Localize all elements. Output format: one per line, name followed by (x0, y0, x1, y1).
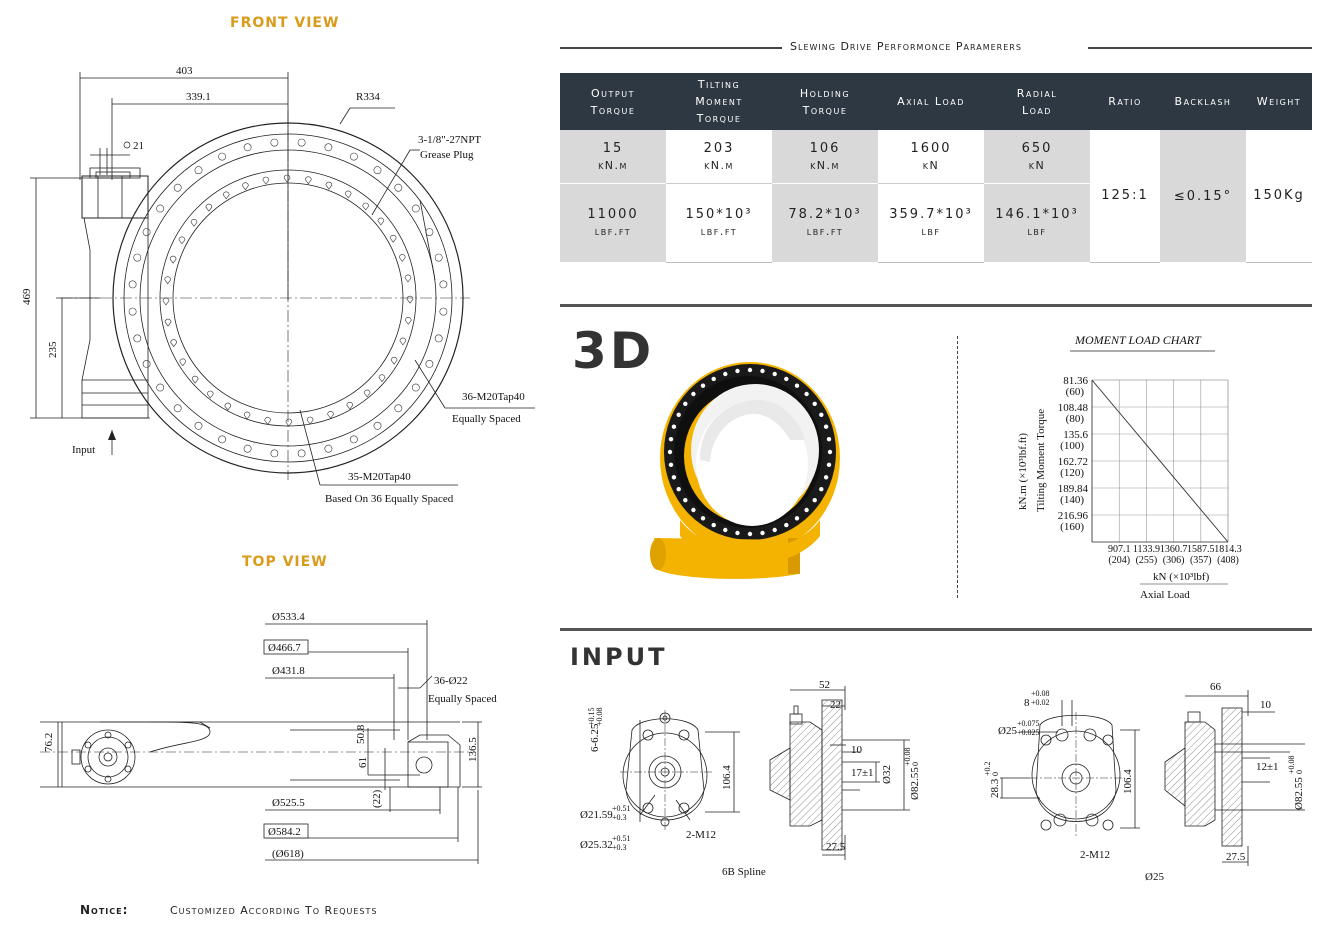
outer-bolt-hole (325, 144, 332, 151)
dim-r334: R334 (356, 91, 380, 103)
input-right-d275: 27.5 (1226, 851, 1246, 863)
input-left-d2532-tol-bottom: +0.3 (612, 843, 627, 852)
outer-bolt-hole (134, 254, 141, 261)
input-left-d17: 17±1 (851, 767, 874, 779)
input-right-d66: 66 (1210, 681, 1221, 693)
dim-762: 76.2 (43, 732, 55, 752)
outer-bolt-hole (298, 450, 305, 457)
input-title: INPUT (570, 643, 668, 671)
outer-bolt-hole (350, 436, 357, 443)
input-left-spline: 6B Spline (722, 866, 766, 878)
outer-bolt-hole (195, 422, 202, 429)
ring-bolt-dot (813, 498, 817, 502)
outer-bolt-hole (395, 184, 402, 191)
cell-output-imperial: 11000 lbf.ft (560, 183, 666, 262)
chart-xlabel-units: kN (×10³lbf) (1153, 571, 1210, 583)
th-weight: Weight (1246, 73, 1312, 130)
inner-bolt-hole (305, 177, 311, 184)
chart-x-tick-label: 1814.3 (1214, 544, 1242, 555)
moment-load-chart (1010, 325, 1250, 605)
ring-bolt-dot (828, 450, 832, 454)
dim-grease: Grease Plug (420, 149, 474, 161)
inner-bolt-hole (347, 402, 353, 409)
input-right-d25-tol-bottom: +0.025 (1017, 728, 1040, 737)
dim-61: 61 (357, 757, 369, 768)
input-right-d10: 10 (1260, 699, 1271, 711)
dim-469: 469 (21, 288, 33, 305)
outer-bolt-hole (219, 153, 226, 160)
chart-ylabel: Tilting Moment Torque (1035, 408, 1047, 512)
inner-bolt-hole (364, 390, 370, 397)
input-left-m12: 2-M12 (686, 829, 716, 841)
dim-21: 21 (133, 140, 144, 152)
input-left-d1064: 106.4 (721, 765, 733, 790)
input-left-d8255: Ø82.55 (909, 767, 921, 800)
outer-bolt-hole (129, 308, 136, 315)
input-left-d52: 52 (819, 679, 830, 691)
inner-bolt-hole (180, 359, 186, 366)
outer-bolt-hole (350, 153, 357, 160)
dim-339: 339.1 (186, 91, 211, 103)
ring-bolt-dot (748, 532, 752, 536)
ring-bolt-dot (691, 392, 695, 396)
inner-bolt-hole (405, 275, 411, 282)
dim-holes: 36-Ø22 (434, 675, 468, 687)
chart-y-tick-label: 216.96 (1057, 510, 1088, 522)
input-right-d12: 12±1 (1256, 761, 1279, 773)
outer-bolt-hole (143, 229, 150, 236)
outer-bolt-hole (271, 450, 278, 457)
outer-bolt-hole (271, 139, 278, 146)
input-right-dia25: Ø25 (1145, 871, 1164, 883)
outer-bolt-hole (195, 167, 202, 174)
dim-1365: 136.5 (467, 737, 479, 762)
cell-holding-metric: 106 kN.m (772, 130, 878, 183)
input-left-holes: 6-6.25 (589, 723, 601, 752)
ring-bolt-dot (819, 487, 823, 491)
input-right-d8255-tol-bottom: 0 (1295, 770, 1304, 774)
input-left-d8255-tol-bottom: 0 (911, 762, 920, 766)
inner-bolt-hole (165, 319, 171, 326)
input-left-d2532-tol-top: +0.51 (612, 834, 631, 843)
inner-bolt-hole (171, 340, 177, 347)
slewing-drive-3d-image (640, 360, 860, 585)
th-tilting: Tilting Moment Torque (666, 73, 772, 130)
cell-ratio: 125:1 (1090, 130, 1160, 262)
inner-bolt-hole (391, 357, 397, 364)
input-left-d8255-tol-top: +0.08 (903, 747, 912, 766)
th-ratio: Ratio (1090, 73, 1160, 130)
outer-bolt-hole (174, 405, 181, 412)
th-backlash: Backlash (1160, 73, 1246, 130)
chart-x-tick-label: 1133.9 (1132, 544, 1160, 555)
outer-bolt-hole (426, 229, 433, 236)
performance-table (560, 73, 1312, 263)
outer-bolt-hole (435, 335, 442, 342)
chart-x-tick-label: 1360.7 (1159, 544, 1188, 555)
ring-bolt-dot (773, 528, 777, 532)
top-view-title: TOP VIEW (242, 554, 328, 570)
ring-bolt-dot (677, 487, 681, 491)
th-holding: Holding Torque (772, 73, 878, 130)
ring-bolt-dot (804, 508, 808, 512)
inner-bolt-hole (378, 218, 384, 225)
input-left-d2159: Ø21.59 (580, 809, 613, 821)
perf-title: Slewing Drive Performonce Paramerers (790, 40, 1022, 53)
chart-x-tick-label-imperial: (408) (1217, 555, 1239, 566)
chart-separator (957, 336, 958, 598)
input-right-d25: Ø25 (998, 725, 1017, 737)
input-left-d32: Ø32 (881, 765, 893, 784)
inner-bolt-hole (307, 417, 313, 424)
outer-bolt-hole (325, 445, 332, 452)
outer-bolt-hole (440, 308, 447, 315)
inner-bolt-hole (165, 277, 171, 284)
ring-bolt-dot (668, 450, 672, 454)
chart-y-tick-label: 189.84 (1057, 483, 1088, 495)
outer-bolt-hole (157, 384, 164, 391)
inner-bolt-hole (206, 204, 212, 211)
inner-bolt-hole (170, 256, 176, 263)
inner-bolt-hole (225, 403, 231, 410)
dim-618: (Ø618) (272, 848, 304, 860)
ring-bolt-dot (712, 377, 716, 381)
ring-bolt-dot (760, 369, 764, 373)
outer-bolt-hole (374, 167, 381, 174)
threed-title: 3D (572, 322, 655, 380)
ring-bolt-dot (701, 516, 705, 520)
chart-y-tick-label: 162.72 (1057, 456, 1088, 468)
outer-bolt-hole (174, 184, 181, 191)
ring-bolt-dot (683, 402, 687, 406)
ring-bolt-dot (712, 523, 716, 527)
input-left-d2159-tol-top: +0.51 (612, 804, 631, 813)
outer-bolt-hole (129, 281, 136, 288)
outer-bolt-hole (374, 422, 381, 429)
ring-bolt-dot (748, 368, 752, 372)
front-view-drawing (0, 40, 545, 520)
ring-bolt-dot (723, 528, 727, 532)
chart-xlabel: Axial Load (1140, 589, 1190, 601)
dim-tap40b: 35-M20Tap40 (348, 471, 411, 483)
inner-bolt-hole (345, 191, 351, 198)
dim-tap40a: 36-M20Tap40 (462, 391, 525, 403)
inner-bolt-hole (191, 219, 197, 226)
inner-bolt-hole (405, 317, 411, 324)
chart-x-tick-label: 1587.5 (1187, 544, 1215, 555)
inner-bolt-hole (179, 237, 185, 244)
input-right-d8255-tol-top: +0.08 (1287, 755, 1296, 774)
inner-bolt-hole (363, 203, 369, 210)
inner-bolt-hole (284, 175, 290, 182)
dim-5842: Ø584.2 (268, 826, 301, 838)
input-right-d283: 28.3 (989, 778, 1001, 798)
chart-x-tick-label-imperial: (255) (1135, 555, 1158, 566)
chart-title: MOMENT LOAD CHART (1075, 333, 1201, 347)
cell-output-metric: 15 kN.m (560, 130, 666, 183)
section-divider-3d (560, 304, 1312, 307)
ring-bolt-dot (669, 463, 673, 467)
inner-bolt-hole (263, 177, 269, 184)
ring-bolt-dot (735, 531, 739, 535)
section-divider-input (560, 628, 1312, 631)
perf-rule-right (1088, 47, 1312, 49)
input-right-d283-tol-bottom: 0 (991, 772, 1000, 776)
notice-label: Notice: (80, 903, 129, 917)
ring-bolt-dot (784, 523, 788, 527)
inner-bolt-hole (407, 296, 413, 303)
chart-x-tick-label-imperial: (306) (1162, 555, 1185, 566)
ring-bolt-dot (784, 377, 788, 381)
outer-bolt-hole (412, 384, 419, 391)
dim-5255: Ø525.5 (272, 797, 305, 809)
chart-x-tick-label-imperial: (357) (1189, 555, 1212, 566)
ring-bolt-dot (669, 437, 673, 441)
ring-bolt-dot (677, 413, 681, 417)
outer-bolt-hole (219, 436, 226, 443)
outer-bolt-hole (157, 205, 164, 212)
input-left-holes-tol-top: +0.15 (587, 707, 596, 726)
input-left-d275: 27.5 (826, 841, 846, 853)
dim-403: 403 (176, 65, 193, 77)
input-right-d8-tol-bottom: +0.02 (1031, 698, 1050, 707)
outer-bolt-hole (440, 281, 447, 288)
chart-y-tick-label-imperial: (80) (1065, 413, 1084, 425)
cell-backlash: ≤0.15° (1160, 130, 1246, 262)
inner-bolt-hole (400, 338, 406, 345)
ring-bolt-dot (691, 508, 695, 512)
input-right-d8-tol-top: +0.08 (1031, 689, 1050, 698)
inner-bolt-hole (163, 298, 169, 305)
cell-weight: 150Kg (1246, 130, 1312, 262)
inner-bolt-hole (328, 411, 334, 418)
cell-radial-imperial: 146.1*10³ lbf (984, 183, 1090, 262)
inner-bolt-hole (207, 391, 213, 398)
input-left-d10: 10 (851, 744, 862, 756)
ring-bolt-dot (819, 413, 823, 417)
outer-bolt-hole (412, 205, 419, 212)
outer-bolt-hole (435, 254, 442, 261)
inner-bolt-hole (326, 182, 332, 189)
inner-bolt-hole (192, 376, 198, 383)
inner-bolt-hole (223, 192, 229, 199)
input-right-d8: 8 (1024, 697, 1030, 709)
chart-y-tick-label-imperial: (160) (1060, 521, 1084, 533)
cell-tilting-imperial: 150*10³ lbf.ft (666, 183, 772, 262)
input-left-d2532: Ø25.32 (580, 839, 613, 851)
ring-bolt-dot (735, 369, 739, 373)
chart-y-tick-label: 108.48 (1057, 402, 1088, 414)
dim-eq1: Equally Spaced (452, 413, 521, 425)
ring-bolt-dot (701, 384, 705, 388)
chart-x-tick-label: 907.1 (1107, 544, 1131, 555)
ring-bolt-dot (795, 516, 799, 520)
inner-bolt-hole (399, 254, 405, 261)
dim-5334: Ø533.4 (272, 611, 305, 623)
dim-eq: Equally Spaced (428, 693, 497, 705)
th-radial: Radial Load (984, 73, 1090, 130)
ring-bolt-dot (824, 425, 828, 429)
dim-npt: 3-1/8"-27NPT (418, 134, 482, 146)
input-left-d2159-tol-bottom: +0.3 (612, 813, 627, 822)
perf-row-metric (560, 130, 1312, 183)
dim-22: (22) (371, 789, 383, 808)
inner-bolt-hole (390, 235, 396, 242)
chart-y-tick-label: 81.36 (1063, 375, 1088, 387)
cell-axial-imperial: 359.7*10³ lbf (878, 183, 984, 262)
ring-bolt-dot (827, 463, 831, 467)
outer-bolt-hole (143, 360, 150, 367)
ring-bolt-dot (827, 437, 831, 441)
dim-4318: Ø431.8 (272, 665, 305, 677)
ring-bolt-dot (672, 425, 676, 429)
outer-bolt-hole (395, 405, 402, 412)
chart-x-tick-label-imperial: (204) (1108, 555, 1131, 566)
input-right-d25-tol-top: +0.075 (1017, 719, 1040, 728)
dim-input: Input (72, 444, 96, 456)
front-view-title: FRONT VIEW (230, 15, 340, 31)
chart-y-tick-label-imperial: (60) (1065, 386, 1084, 398)
input-left-holes-tol-bottom: +0.08 (595, 707, 604, 726)
input-drawing-left (575, 675, 950, 885)
th-axial: Axial Load (878, 73, 984, 130)
outer-bolt-hole (244, 144, 251, 151)
cell-axial-metric: 1600 kN (878, 130, 984, 183)
ring-bolt-dot (813, 402, 817, 406)
top-view-drawing (0, 600, 545, 880)
perf-rule-left (560, 47, 782, 49)
chart-y-tick-label: 135.6 (1063, 429, 1088, 441)
th-output: Output Torque (560, 73, 666, 130)
inner-bolt-hole (286, 419, 292, 426)
ring-bolt-dot (804, 392, 808, 396)
ring-bolt-dot (683, 498, 687, 502)
input-right-d8255: Ø82.55 (1293, 777, 1305, 810)
ring-bolt-dot (795, 384, 799, 388)
outer-bolt-hole (426, 360, 433, 367)
dim-based: Based On 36 Equally Spaced (325, 493, 454, 505)
dim-508: 50.8 (355, 724, 367, 744)
chart-y-tick-label-imperial: (120) (1060, 467, 1084, 479)
chart-y-tick-label-imperial: (100) (1060, 440, 1084, 452)
input-drawing-right (975, 675, 1305, 890)
input-right-d283-tol-top: +0.2 (983, 761, 992, 776)
cell-holding-imperial: 78.2*10³ lbf.ft (772, 183, 878, 262)
ring-bolt-dot (760, 531, 764, 535)
input-right-m12: 2-M12 (1080, 849, 1110, 861)
outer-bolt-hole (134, 335, 141, 342)
ring-bolt-dot (773, 372, 777, 376)
chart-y-tick-label-imperial: (140) (1060, 494, 1084, 506)
chart-ylabel-units: kN.m (×10³lbf.ft) (1017, 432, 1029, 510)
cell-tilting-metric: 203 kN.m (666, 130, 772, 183)
outer-bolt-hole (298, 139, 305, 146)
input-right-d1064: 106.4 (1122, 769, 1134, 794)
inner-bolt-hole (242, 183, 248, 190)
ring-bolt-dot (824, 475, 828, 479)
notice-text: Customized According To Requests (170, 904, 378, 917)
ring-bolt-dot (672, 475, 676, 479)
outer-bolt-hole (244, 445, 251, 452)
perf-header-row (560, 73, 1312, 130)
inner-bolt-hole (244, 412, 250, 419)
input-left-d22: 22 (830, 699, 841, 711)
inner-bolt-hole (265, 417, 271, 424)
ring-bolt-dot (723, 372, 727, 376)
dim-235: 235 (47, 341, 59, 358)
cell-radial-metric: 650 kN (984, 130, 1090, 183)
inner-bolt-hole (379, 375, 385, 382)
dim-4667: Ø466.7 (268, 642, 301, 654)
